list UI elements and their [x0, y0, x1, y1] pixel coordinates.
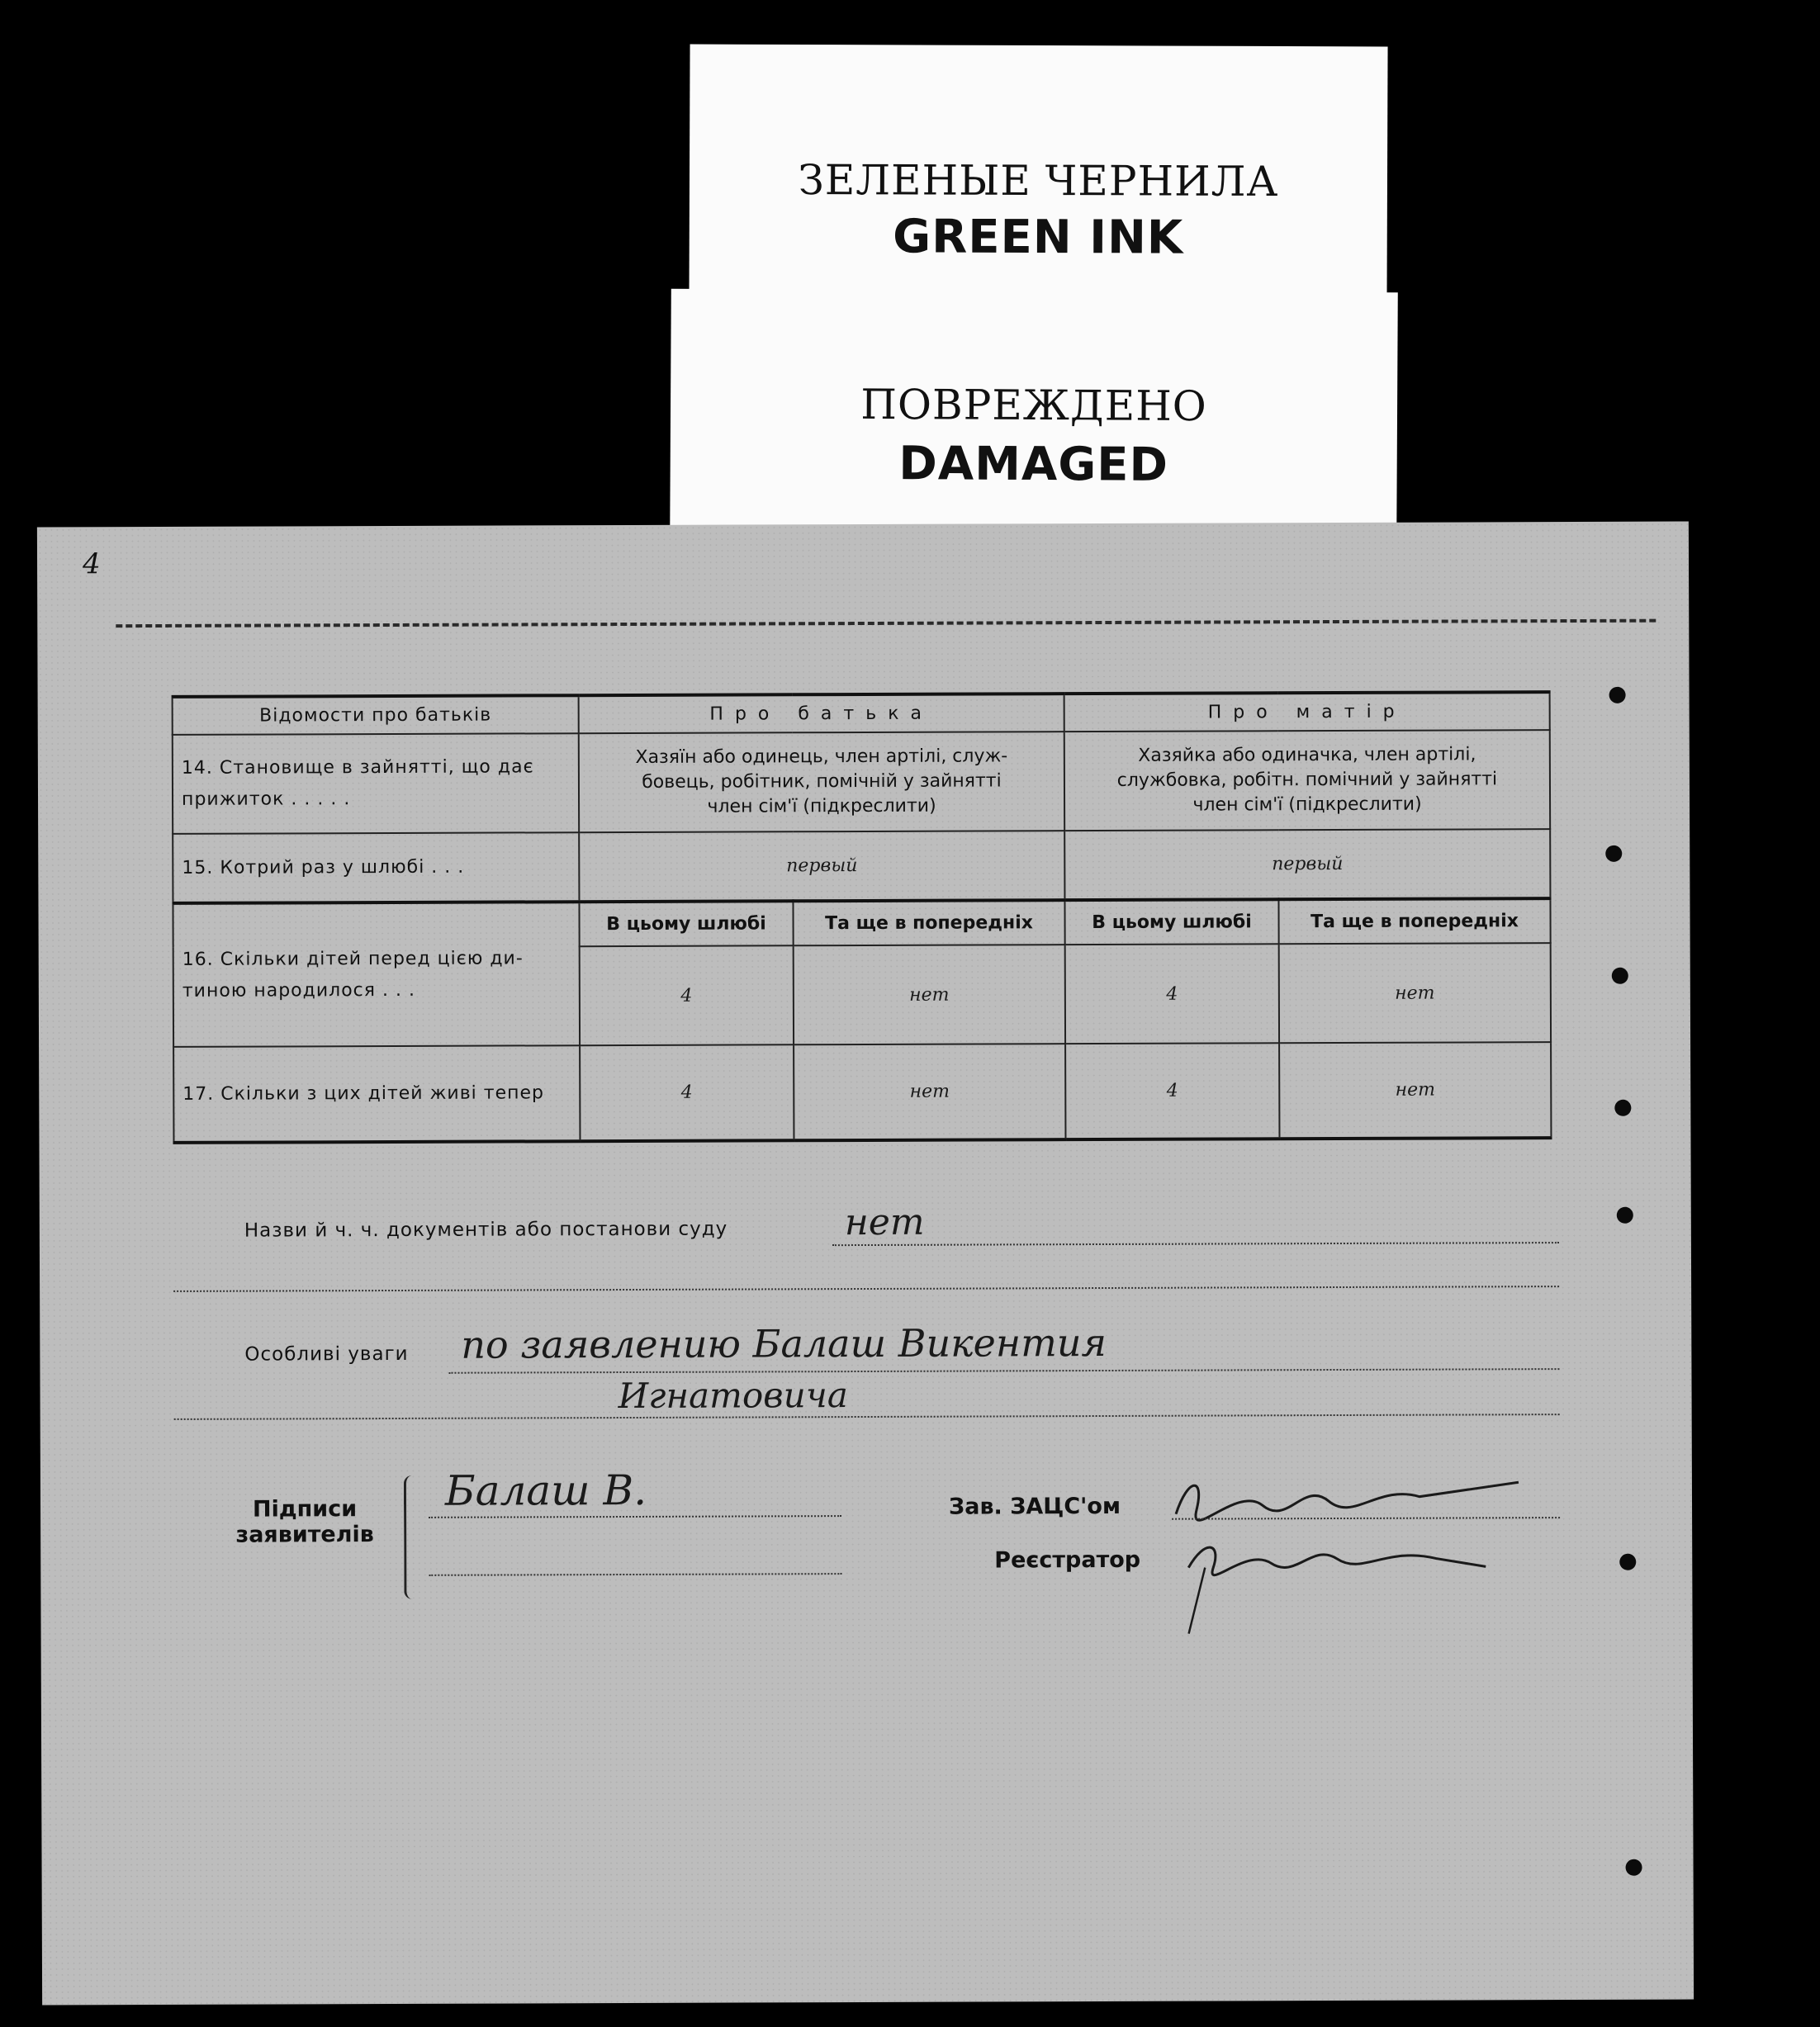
documents-line-2 [173, 1286, 1559, 1292]
green-ink-en-text: GREEN INK [893, 210, 1184, 265]
q16-label [173, 902, 580, 1047]
q15-mother-value: первый [1064, 829, 1550, 900]
q16-mother-prev: нет [1279, 943, 1551, 1043]
q16-mother-this-header: В цьому шлюбі [1064, 899, 1278, 945]
applicants-label-line1: Підписи [252, 1496, 358, 1523]
documents-line [832, 1242, 1559, 1246]
q16-mother-prev-header: Та ще в попередніх [1278, 898, 1550, 944]
perforation-line [116, 619, 1656, 628]
page-mark: 4 [82, 547, 101, 581]
remarks-value-line2: Игнатовича [618, 1375, 848, 1417]
document-sheet [37, 522, 1694, 2006]
q17-mother-prev: нет [1279, 1042, 1551, 1139]
remarks-line [448, 1368, 1559, 1374]
registrar-label: Реєстратор [994, 1546, 1141, 1574]
section-header: Відомости про батьків [173, 695, 579, 735]
applicants-label [222, 1496, 387, 1548]
q14-label [173, 733, 579, 834]
applicants-label-line2: заявителів [235, 1522, 374, 1548]
registrar-signature [1172, 1533, 1527, 1642]
damaged-en-text: DAMAGED [898, 437, 1169, 492]
q16-label-line2: тиною народилося . . . [182, 979, 415, 1002]
q17-mother-this: 4 [1065, 1043, 1279, 1139]
q16-father-this: 4 [580, 945, 794, 1045]
remarks-line-2 [174, 1414, 1560, 1420]
q16-father-this-header: В цьому шлюбі [579, 901, 793, 946]
applicant-sign-line-1 [429, 1515, 841, 1518]
punch-hole [1626, 1859, 1642, 1876]
mother-header: Про матір [1064, 692, 1550, 732]
applicant-signature: Балаш В. [444, 1466, 647, 1515]
q14-father-options-3: член сім'ї (підкреслити) [707, 795, 936, 817]
q15-father-value: первый [579, 831, 1064, 902]
punch-hole [1612, 968, 1628, 984]
q17-label: 17. Скільки з цих дітей живі тепер [173, 1045, 580, 1143]
punch-hole [1605, 845, 1622, 862]
parents-info-table [172, 690, 1552, 1144]
q14-mother-options-2: службовка, робітн. помічний у зайнятті [1116, 769, 1498, 791]
q16-label-line1: 16. Скільки дітей перед цією ди- [182, 947, 524, 970]
q16-father-prev: нет [794, 945, 1065, 1044]
punch-hole [1619, 1554, 1636, 1570]
green-ink-label-card [689, 45, 1387, 311]
q17-father-this: 4 [580, 1044, 794, 1141]
green-ink-ru-text: ЗЕЛЕНЫЕ ЧЕРНИЛА [798, 155, 1279, 206]
father-header: Про батька [579, 694, 1064, 733]
damaged-ru-text: ПОВРЕЖДЕНО [860, 380, 1207, 431]
documents-label: Назви й ч. ч. документів або постанови суду [244, 1218, 728, 1242]
remarks-label: Особливі уваги [244, 1343, 409, 1366]
q14-mother-options-3: член сім'ї (підкреслити) [1192, 793, 1422, 816]
q14-father-options-1: Хазяїн або одинець, член артілі, служ- [635, 746, 1008, 768]
applicants-brace [404, 1475, 420, 1599]
punch-hole [1614, 1100, 1631, 1116]
damaged-label-card [670, 289, 1398, 545]
remarks-value-line1: по заявлению Балаш Викентия [461, 1319, 1107, 1367]
q14-label-line2: прижиток . . . . . [181, 789, 351, 810]
head-label: Зав. ЗАЦС'ом [948, 1493, 1121, 1520]
applicant-sign-line-2 [429, 1573, 841, 1576]
punch-hole [1609, 687, 1626, 703]
q17-father-prev: нет [794, 1044, 1065, 1140]
q14-label-line1: 14. Становище в зайнятті, що дає [181, 756, 534, 779]
q16-father-prev-header: Та ще в попередніх [793, 900, 1064, 945]
punch-hole [1617, 1207, 1633, 1224]
q14-mother-options [1064, 730, 1550, 831]
q14-father-options [579, 732, 1064, 832]
documents-value: нет [844, 1201, 925, 1244]
q16-mother-this: 4 [1065, 944, 1279, 1044]
q15-label: 15. Котрий раз у шлюбі . . . [173, 832, 579, 903]
q14-mother-options-1: Хазяйка або одиначка, член артілі, [1138, 744, 1476, 766]
q14-father-options-2: бовець, робітник, помічній у зайнятті [642, 770, 1002, 793]
